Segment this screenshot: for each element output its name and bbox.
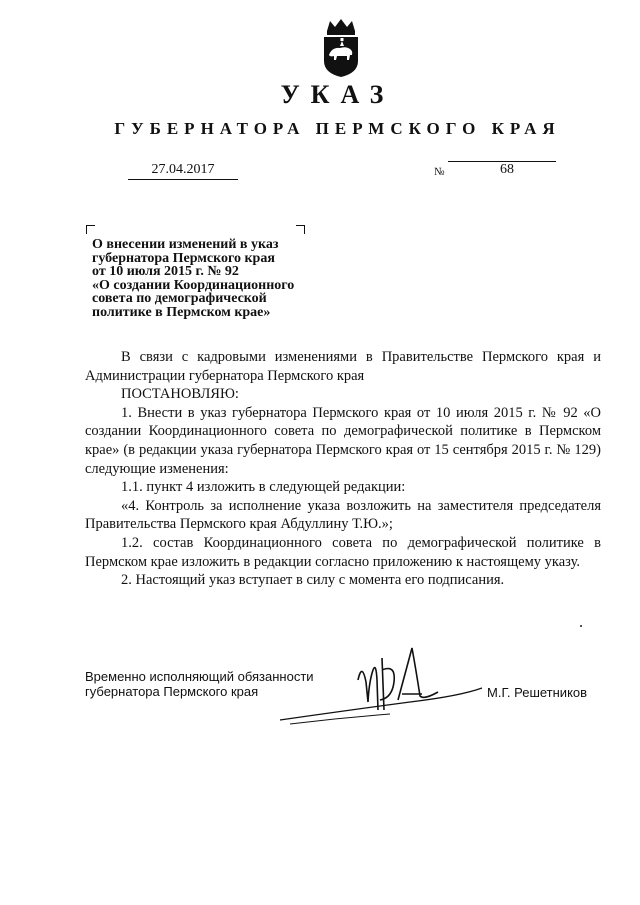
issuer-title: ГУБЕРНАТОРА ПЕРМСКОГО КРАЯ xyxy=(114,119,561,138)
document-title: УКАЗ xyxy=(280,80,395,109)
subject-corner-left xyxy=(86,225,95,234)
stray-mark xyxy=(580,625,582,627)
clause-2: 2. Настоящий указ вступает в силу с момента его подписания. xyxy=(121,572,505,589)
clause-1-1: 1.1. пункт 4 изложить в следующей редакции: xyxy=(121,479,406,496)
signatory-name: М.Г. Решетников xyxy=(487,685,588,700)
document-date: 27.04.2017 xyxy=(128,161,238,180)
clause-1-2: 1.2. состав Координационного совета по демографической политике в Пермском крае изложить в редакции согласно приложению к настоящему указу. xyxy=(85,534,601,570)
subject-line: политике в Пермском крае» xyxy=(92,304,271,320)
subject-line: от 10 июля 2015 г. № 92 xyxy=(92,264,239,280)
subject-line: «О создании Координационного xyxy=(92,277,295,293)
document-number: 68 xyxy=(500,162,514,177)
decree-subject xyxy=(92,238,322,320)
decree-body xyxy=(85,348,601,590)
preamble-paragraph: В связи с кадровыми изменениями в Правительстве Пермского края и Администрации губернатора Пермского края xyxy=(85,349,601,384)
clause-1-1-text: «4. Контроль за исполнение указа возложить на заместителя председателя Правительства Пермского края Абдуллину Т.Ю.»; xyxy=(85,497,601,533)
coat-of-arms-icon xyxy=(320,17,362,79)
subject-corner-right xyxy=(296,225,305,234)
role-line: губернатора Пермского края xyxy=(85,684,259,699)
role-line: Временно исполняющий обязанности xyxy=(85,669,314,684)
subject-line: О внесении изменений в указ xyxy=(92,237,279,252)
document-number-field xyxy=(448,161,556,177)
decree-keyword: ПОСТАНОВЛЯЮ: xyxy=(121,386,239,403)
handwritten-signature xyxy=(270,640,500,730)
subject-line: совета по демографической xyxy=(92,291,267,307)
clause-1: 1. Внести в указ губернатора Пермского края от 10 июля 2015 г. № 92 «О создании Координационного совета по демографической политике в Пермском крае» (в редакции указа губернатора Пермского края от 15 сентября 2015 г. № 129) следующие изменения: xyxy=(85,404,601,477)
subject-line: губернатора Пермского края xyxy=(92,250,275,266)
number-sign: № xyxy=(434,166,445,178)
